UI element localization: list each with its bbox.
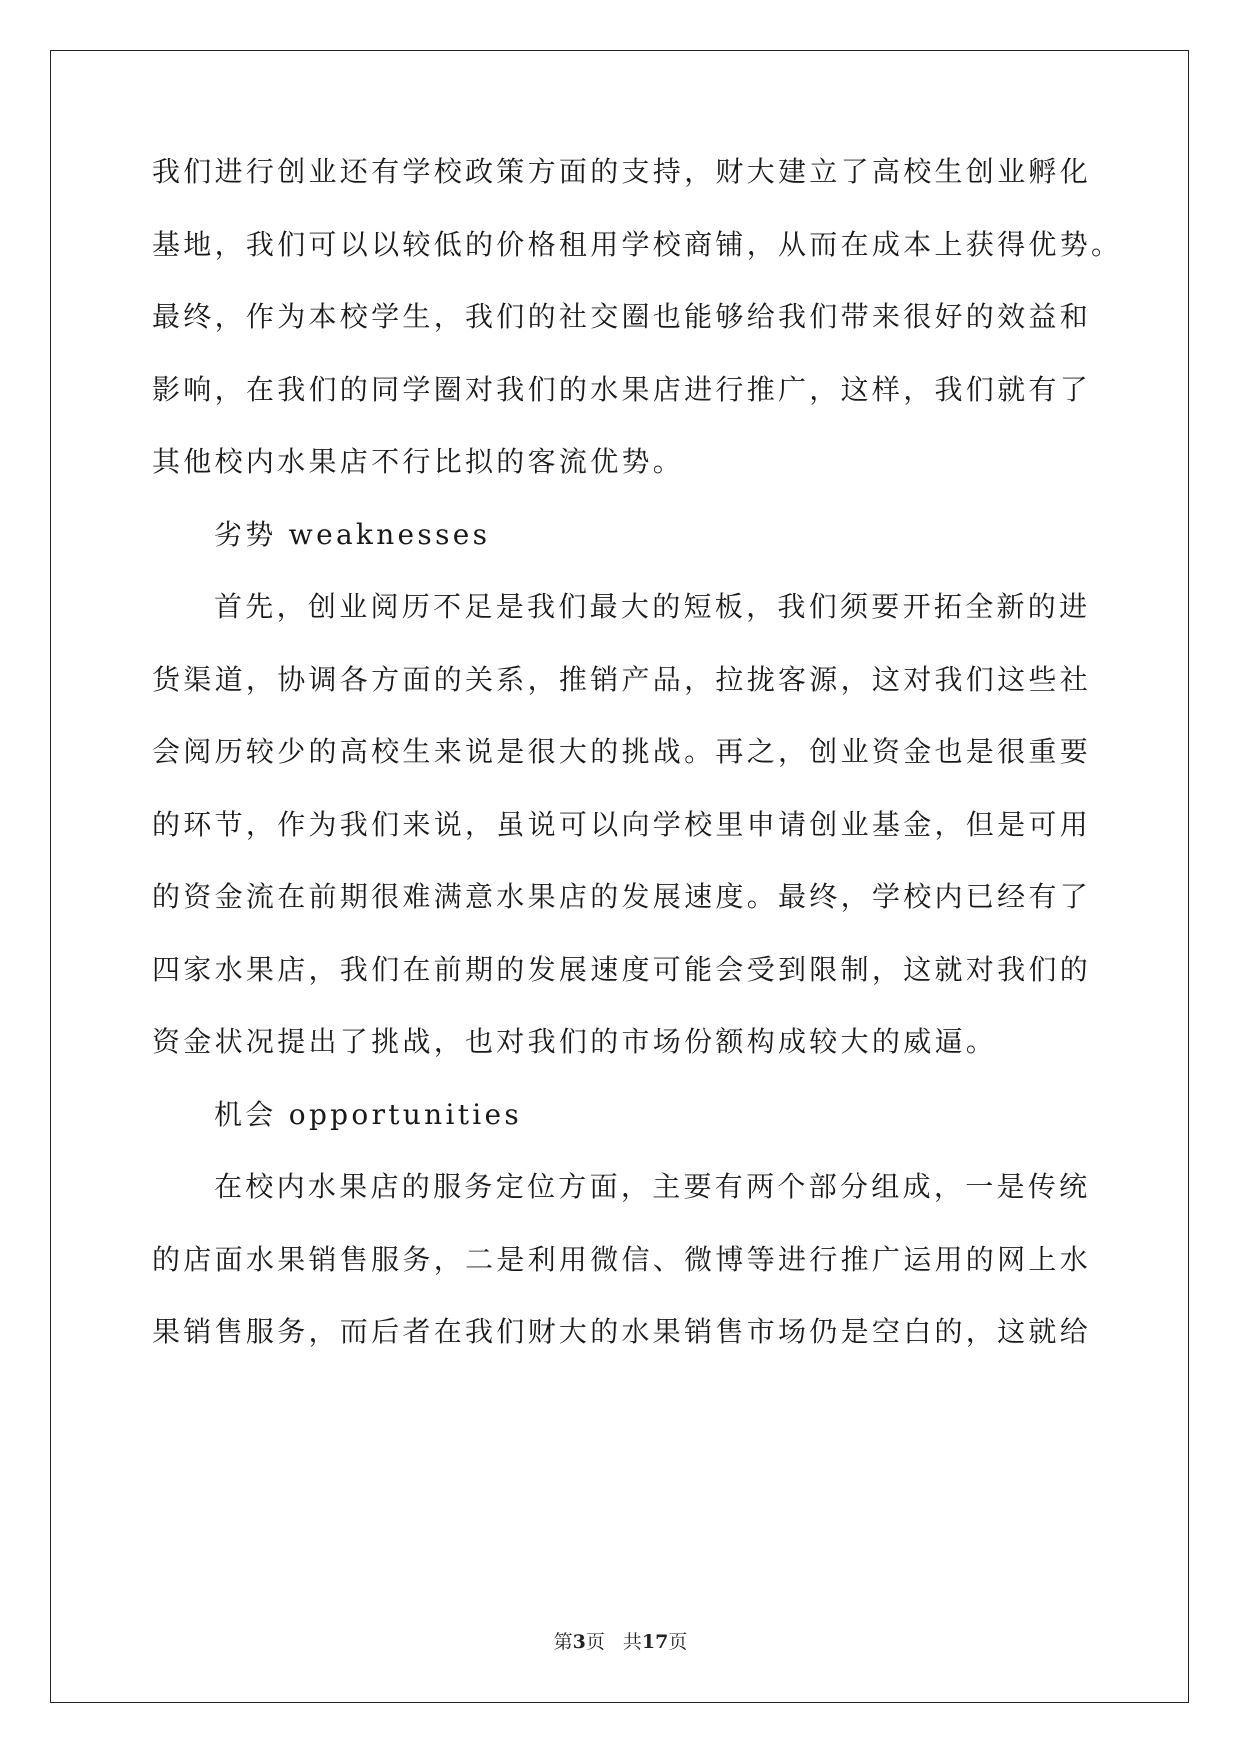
page-footer <box>0 1630 1241 1654</box>
total-suffix: 页 <box>668 1631 688 1653</box>
body-line-4: 影响，在我们的同学圈对我们的水果店进行推广，这样，我们就有了 <box>152 373 1092 406</box>
body-line-17: 果销售服务，而后者在我们财大的水果销售市场仍是空白的，这就给 <box>152 1315 1092 1348</box>
body-line-7: 首先，创业阅历不足是我们最大的短板，我们须要开拓全新的进 <box>214 590 1091 623</box>
body-line-5: 其他校内水果店不行比拟的客流优势。 <box>152 445 685 478</box>
body-line-12: 四家水果店，我们在前期的发展速度可能会受到限制，这就对我们的 <box>152 953 1092 986</box>
page-prefix: 第 <box>553 1631 573 1653</box>
body-line-10: 的环节，作为我们来说，虽说可以向学校里申请创业基金，但是可用 <box>152 808 1092 841</box>
body-line-8: 货渠道，协调各方面的关系，推销产品，拉拢客源，这对我们这些社 <box>152 663 1092 696</box>
body-line-11: 的资金流在前期很难满意水果店的发展速度。最终，学校内已经有了 <box>152 880 1092 913</box>
total-prefix: 共 <box>622 1631 642 1653</box>
total-pages: 17 <box>641 1631 669 1653</box>
body-line-16: 的店面水果销售服务，二是利用微信、微博等进行推广运用的网上水 <box>152 1243 1092 1276</box>
page-suffix: 页 <box>585 1631 605 1653</box>
body-line-2: 基地，我们可以以较低的价格租用学校商铺，从而在成本上获得优势。 <box>152 228 1123 261</box>
body-line-9: 会阅历较少的高校生来说是很大的挑战。再之，创业资金也是很重要 <box>152 735 1092 768</box>
section-heading-weaknesses: 劣势 weaknesses <box>214 518 491 551</box>
body-line-3: 最终，作为本校学生，我们的社交圈也能够给我们带来很好的效益和 <box>152 300 1092 333</box>
body-line-1: 我们进行创业还有学校政策方面的支持，财大建立了高校生创业孵化 <box>152 155 1092 188</box>
body-line-13: 资金状况提出了挑战，也对我们的市场份额构成较大的威逼。 <box>152 1025 998 1058</box>
section-heading-opportunities: 机会 opportunities <box>214 1098 523 1131</box>
page-number: 3 <box>572 1631 586 1653</box>
body-line-15: 在校内水果店的服务定位方面，主要有两个部分组成，一是传统 <box>214 1170 1091 1203</box>
